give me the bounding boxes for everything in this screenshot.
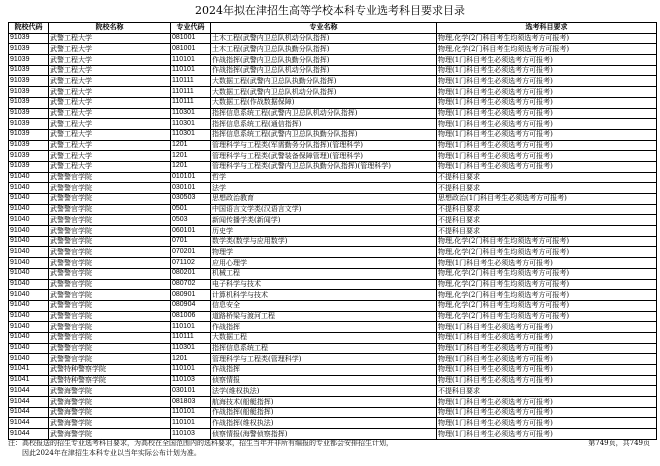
table-row	[9, 33, 657, 44]
major-code-cell: 1201	[171, 161, 211, 172]
major-name-cell: 管理科学与工程类(武警装备保障管理)(管理科学)	[211, 151, 437, 162]
major-name-cell: 指挥信息系统工程	[211, 343, 437, 354]
table-row	[9, 161, 657, 172]
major-name-cell: 土木工程(武警内卫总队机动分队指挥)	[211, 33, 437, 44]
table-row	[9, 279, 657, 290]
table-row	[9, 108, 657, 119]
requirement-cell: 物理(1门科目考生必须选考方可报考)	[437, 343, 657, 354]
requirement-cell: 物理(1门科目考生必须选考方可报考)	[437, 429, 657, 440]
major-name-cell: 指挥信息系统工程(通信指挥)	[211, 119, 437, 130]
school-name-cell: 武警警官学院	[49, 322, 171, 333]
table-row	[9, 332, 657, 343]
school-name-cell: 武警工程大学	[49, 161, 171, 172]
school-name-cell: 武警工程大学	[49, 129, 171, 140]
major-code-cell: 080702	[171, 279, 211, 290]
requirement-cell: 物理(1门科目考生必须选考方可报考)	[437, 365, 657, 376]
major-code-cell: 110103	[171, 429, 211, 440]
school-code-cell: 91039	[9, 161, 49, 172]
school-code-cell: 91039	[9, 97, 49, 108]
school-code-cell: 91040	[9, 183, 49, 194]
header-school-name: 院校名称	[49, 23, 171, 34]
requirement-cell: 物理(1门科目考生必须选考方可报考)	[437, 322, 657, 333]
requirement-cell: 物理(1门科目考生必须选考方可报考)	[437, 332, 657, 343]
school-name-cell: 武警警官学院	[49, 258, 171, 269]
requirement-cell: 物理,化学(2门科目考生均须选考方可报考)	[437, 311, 657, 322]
requirement-cell: 物理(1门科目考生必须选考方可报考)	[437, 151, 657, 162]
major-name-cell: 数学类(数学与应用数学)	[211, 236, 437, 247]
major-code-cell: 080901	[171, 290, 211, 301]
major-code-cell: 081001	[171, 44, 211, 55]
school-code-cell: 91039	[9, 44, 49, 55]
major-name-cell: 思想政治教育	[211, 194, 437, 205]
school-code-cell: 91044	[9, 386, 49, 397]
major-code-cell: 110101	[171, 418, 211, 429]
school-name-cell: 武警警官学院	[49, 194, 171, 205]
major-name-cell: 作战指挥(船艇指挥)	[211, 407, 437, 418]
table-row	[9, 418, 657, 429]
major-code-cell: 0701	[171, 236, 211, 247]
major-code-cell: 070201	[171, 247, 211, 258]
table-row	[9, 268, 657, 279]
major-code-cell: 0501	[171, 204, 211, 215]
major-code-cell: 110111	[171, 76, 211, 87]
major-code-cell: 110101	[171, 365, 211, 376]
school-name-cell: 武警工程大学	[49, 87, 171, 98]
header-major-name: 专业名称	[211, 23, 437, 34]
requirements-table	[8, 22, 657, 440]
school-code-cell: 91039	[9, 151, 49, 162]
major-name-cell: 中国语言文学类(汉语言文学)	[211, 204, 437, 215]
school-code-cell: 91040	[9, 290, 49, 301]
requirement-cell: 物理,化学(2门科目考生均须选考方可报考)	[437, 300, 657, 311]
school-name-cell: 武警工程大学	[49, 44, 171, 55]
major-name-cell: 管理科学与工程类(管理科学)	[211, 354, 437, 365]
school-name-cell: 武警特种警察学院	[49, 365, 171, 376]
major-code-cell: 010101	[171, 172, 211, 183]
page-number: 第749页，共749页	[588, 439, 650, 447]
school-code-cell: 91040	[9, 247, 49, 258]
table-row	[9, 322, 657, 333]
major-name-cell: 作战指挥(武警内卫总队执勤分队指挥)	[211, 55, 437, 66]
table-row	[9, 290, 657, 301]
table-row	[9, 343, 657, 354]
major-name-cell: 指挥信息系统工程(武警内卫总队机动分队指挥)	[211, 108, 437, 119]
requirement-cell: 物理(1门科目考生必须选考方可报考)	[437, 397, 657, 408]
school-code-cell: 91040	[9, 204, 49, 215]
table-row	[9, 129, 657, 140]
table-row	[9, 204, 657, 215]
major-name-cell: 大数据工程(武警内卫总队机动分队指挥)	[211, 87, 437, 98]
major-code-cell: 110101	[171, 55, 211, 66]
school-code-cell: 91039	[9, 119, 49, 130]
major-code-cell: 110111	[171, 87, 211, 98]
school-code-cell: 91039	[9, 129, 49, 140]
school-code-cell: 91039	[9, 140, 49, 151]
school-code-cell: 91041	[9, 365, 49, 376]
requirement-cell: 不提科目要求	[437, 172, 657, 183]
table-row	[9, 183, 657, 194]
school-name-cell: 武警工程大学	[49, 151, 171, 162]
requirement-cell: 物理(1门科目考生必须选考方可报考)	[437, 418, 657, 429]
major-code-cell: 080904	[171, 300, 211, 311]
school-name-cell: 武警警官学院	[49, 183, 171, 194]
table-row	[9, 300, 657, 311]
table-row	[9, 258, 657, 269]
major-code-cell: 110301	[171, 119, 211, 130]
school-code-cell: 91040	[9, 194, 49, 205]
major-code-cell: 060101	[171, 226, 211, 237]
major-name-cell: 侦察情报(海警侦察指挥)	[211, 429, 437, 440]
requirement-cell: 物理,化学(2门科目考生均须选考方可报考)	[437, 44, 657, 55]
school-name-cell: 武警警官学院	[49, 236, 171, 247]
major-code-cell: 110101	[171, 322, 211, 333]
requirement-cell: 不提科目要求	[437, 226, 657, 237]
footnote-line-1: 注：高校报送的招生专业选考科目要求，为高校在全国范围内的选科要求，招生当年并非所有编报的专业都会安排招生计划，	[8, 439, 393, 447]
major-code-cell: 081006	[171, 311, 211, 322]
major-name-cell: 物理学	[211, 247, 437, 258]
school-name-cell: 武警工程大学	[49, 76, 171, 87]
major-name-cell: 指挥信息系统工程(武警内卫总队执勤分队指挥)	[211, 129, 437, 140]
major-code-cell: 0503	[171, 215, 211, 226]
requirement-cell: 思想政治(1门科目考生必须选考方可报考)	[437, 194, 657, 205]
school-name-cell: 武警警官学院	[49, 226, 171, 237]
school-code-cell: 91040	[9, 311, 49, 322]
major-code-cell: 1201	[171, 354, 211, 365]
table-row	[9, 354, 657, 365]
major-code-cell: 071102	[171, 258, 211, 269]
table-row	[9, 236, 657, 247]
major-name-cell: 电子科学与技术	[211, 279, 437, 290]
school-name-cell: 武警特种警察学院	[49, 375, 171, 386]
table-row	[9, 55, 657, 66]
major-name-cell: 侦察情报	[211, 375, 437, 386]
major-code-cell: 110101	[171, 65, 211, 76]
school-code-cell: 91040	[9, 268, 49, 279]
school-name-cell: 武警海警学院	[49, 397, 171, 408]
requirement-cell: 物理(1门科目考生必须选考方可报考)	[437, 407, 657, 418]
school-code-cell: 91039	[9, 65, 49, 76]
major-code-cell: 110301	[171, 343, 211, 354]
major-name-cell: 管理科学与工程类(军需勤务分队指挥)(管理科学)	[211, 140, 437, 151]
school-name-cell: 武警警官学院	[49, 343, 171, 354]
table-row	[9, 172, 657, 183]
school-name-cell: 武警警官学院	[49, 300, 171, 311]
table-row	[9, 76, 657, 87]
major-code-cell: 110111	[171, 97, 211, 108]
requirement-cell: 物理(1门科目考生必须选考方可报考)	[437, 119, 657, 130]
requirement-cell: 物理(1门科目考生必须选考方可报考)	[437, 55, 657, 66]
major-name-cell: 大数据工程(作战数据保障)	[211, 97, 437, 108]
school-name-cell: 武警警官学院	[49, 204, 171, 215]
major-name-cell: 历史学	[211, 226, 437, 237]
requirement-cell: 物理(1门科目考生必须选考方可报考)	[437, 140, 657, 151]
requirement-cell: 物理,化学(2门科目考生均须选考方可报考)	[437, 236, 657, 247]
table-row	[9, 386, 657, 397]
major-name-cell: 作战指挥(武警内卫总队机动分队指挥)	[211, 65, 437, 76]
table-row	[9, 119, 657, 130]
requirement-cell: 物理,化学(2门科目考生均须选考方可报考)	[437, 247, 657, 258]
table-row	[9, 215, 657, 226]
table-row	[9, 407, 657, 418]
table-row	[9, 44, 657, 55]
school-code-cell: 91040	[9, 332, 49, 343]
school-name-cell: 武警工程大学	[49, 97, 171, 108]
school-name-cell: 武警海警学院	[49, 386, 171, 397]
requirement-cell: 物理,化学(2门科目考生均须选考方可报考)	[437, 268, 657, 279]
school-code-cell: 91040	[9, 322, 49, 333]
requirement-cell: 物理,化学(2门科目考生均须选考方可报考)	[437, 290, 657, 301]
header-school-code: 院校代码	[9, 23, 49, 34]
school-code-cell: 91044	[9, 397, 49, 408]
school-name-cell: 武警工程大学	[49, 108, 171, 119]
table-row	[9, 194, 657, 205]
header-major-code: 专业代码	[171, 23, 211, 34]
major-code-cell: 030101	[171, 386, 211, 397]
requirement-cell: 物理(1门科目考生必须选考方可报考)	[437, 97, 657, 108]
school-code-cell: 91044	[9, 418, 49, 429]
requirement-cell: 物理(1门科目考生必须选考方可报考)	[437, 76, 657, 87]
major-name-cell: 作战指挥(维权执法)	[211, 418, 437, 429]
requirement-cell: 物理(1门科目考生必须选考方可报考)	[437, 108, 657, 119]
major-code-cell: 081803	[171, 397, 211, 408]
school-name-cell: 武警海警学院	[49, 429, 171, 440]
major-name-cell: 土木工程(武警内卫总队执勤分队指挥)	[211, 44, 437, 55]
requirement-cell: 物理(1门科目考生必须选考方可报考)	[437, 354, 657, 365]
school-code-cell: 91044	[9, 407, 49, 418]
school-name-cell: 武警警官学院	[49, 332, 171, 343]
school-code-cell: 91040	[9, 215, 49, 226]
major-name-cell: 信息安全	[211, 300, 437, 311]
footnote-line-2: 因此2024年在津招生本科专业以当年实际公布计划为准。	[22, 449, 201, 457]
major-code-cell: 1201	[171, 151, 211, 162]
table-row	[9, 397, 657, 408]
major-code-cell: 110103	[171, 375, 211, 386]
school-name-cell: 武警警官学院	[49, 215, 171, 226]
requirement-cell: 不提科目要求	[437, 183, 657, 194]
school-code-cell: 91040	[9, 343, 49, 354]
major-name-cell: 管理科学与工程类(武警内卫总队执勤分队指挥)(管理科学)	[211, 161, 437, 172]
school-name-cell: 武警警官学院	[49, 354, 171, 365]
school-code-cell: 91041	[9, 375, 49, 386]
requirement-cell: 物理(1门科目考生必须选考方可报考)	[437, 161, 657, 172]
school-code-cell: 91040	[9, 236, 49, 247]
major-name-cell: 新闻传播学类(新闻学)	[211, 215, 437, 226]
school-code-cell: 91040	[9, 258, 49, 269]
school-name-cell: 武警警官学院	[49, 279, 171, 290]
requirement-cell: 物理(1门科目考生必须选考方可报考)	[437, 375, 657, 386]
major-name-cell: 法学(维权执法)	[211, 386, 437, 397]
major-code-cell: 030503	[171, 194, 211, 205]
major-code-cell: 110301	[171, 108, 211, 119]
table-row	[9, 247, 657, 258]
table-header-row	[9, 23, 657, 34]
school-code-cell: 91040	[9, 354, 49, 365]
requirement-cell: 物理,化学(2门科目考生均须选考方可报考)	[437, 33, 657, 44]
school-name-cell: 武警工程大学	[49, 140, 171, 151]
table-body	[9, 33, 657, 439]
school-code-cell: 91040	[9, 279, 49, 290]
school-code-cell: 91039	[9, 108, 49, 119]
school-code-cell: 91039	[9, 87, 49, 98]
school-name-cell: 武警工程大学	[49, 119, 171, 130]
school-code-cell: 91040	[9, 300, 49, 311]
school-name-cell: 武警工程大学	[49, 65, 171, 76]
major-name-cell: 航海技术(船艇指挥)	[211, 397, 437, 408]
major-code-cell: 080201	[171, 268, 211, 279]
major-name-cell: 哲学	[211, 172, 437, 183]
requirement-cell: 物理(1门科目考生必须选考方可报考)	[437, 258, 657, 269]
table-row	[9, 65, 657, 76]
school-name-cell: 武警海警学院	[49, 407, 171, 418]
header-subject-requirement: 选考科目要求	[437, 23, 657, 34]
school-code-cell: 91040	[9, 226, 49, 237]
school-name-cell: 武警警官学院	[49, 247, 171, 258]
major-name-cell: 作战指挥	[211, 365, 437, 376]
school-code-cell: 91039	[9, 55, 49, 66]
table-row	[9, 365, 657, 376]
major-name-cell: 计算机科学与技术	[211, 290, 437, 301]
major-code-cell: 110301	[171, 129, 211, 140]
requirement-cell: 不提科目要求	[437, 204, 657, 215]
requirement-cell: 不提科目要求	[437, 386, 657, 397]
requirement-cell: 物理(1门科目考生必须选考方可报考)	[437, 129, 657, 140]
page-title: 2024年拟在津招生高等学校本科专业选考科目要求目录	[195, 4, 465, 17]
school-name-cell: 武警警官学院	[49, 268, 171, 279]
table-row	[9, 140, 657, 151]
major-name-cell: 道路桥梁与渡河工程	[211, 311, 437, 322]
school-code-cell: 91039	[9, 76, 49, 87]
requirement-cell: 物理(1门科目考生必须选考方可报考)	[437, 87, 657, 98]
table-row	[9, 311, 657, 322]
major-code-cell: 030101	[171, 183, 211, 194]
school-name-cell: 武警警官学院	[49, 290, 171, 301]
major-name-cell: 大数据工程(武警内卫总队执勤分队指挥)	[211, 76, 437, 87]
table-row	[9, 87, 657, 98]
major-name-cell: 法学	[211, 183, 437, 194]
requirement-cell: 物理(1门科目考生必须选考方可报考)	[437, 65, 657, 76]
major-name-cell: 大数据工程	[211, 332, 437, 343]
major-code-cell: 110101	[171, 407, 211, 418]
major-code-cell: 110111	[171, 332, 211, 343]
school-code-cell: 91040	[9, 172, 49, 183]
major-code-cell: 1201	[171, 140, 211, 151]
table-row	[9, 375, 657, 386]
requirement-cell: 物理,化学(2门科目考生均须选考方可报考)	[437, 279, 657, 290]
major-code-cell: 081001	[171, 33, 211, 44]
school-name-cell: 武警工程大学	[49, 55, 171, 66]
table-row	[9, 151, 657, 162]
table-row	[9, 97, 657, 108]
school-code-cell: 91039	[9, 33, 49, 44]
major-name-cell: 应用心理学	[211, 258, 437, 269]
requirement-cell: 不提科目要求	[437, 215, 657, 226]
footnote	[8, 438, 393, 458]
table-row	[9, 226, 657, 237]
school-name-cell: 武警警官学院	[49, 172, 171, 183]
school-name-cell: 武警工程大学	[49, 33, 171, 44]
school-code-cell: 91044	[9, 429, 49, 440]
school-name-cell: 武警警官学院	[49, 311, 171, 322]
school-name-cell: 武警海警学院	[49, 418, 171, 429]
major-name-cell: 作战指挥	[211, 322, 437, 333]
major-name-cell: 机械工程	[211, 268, 437, 279]
